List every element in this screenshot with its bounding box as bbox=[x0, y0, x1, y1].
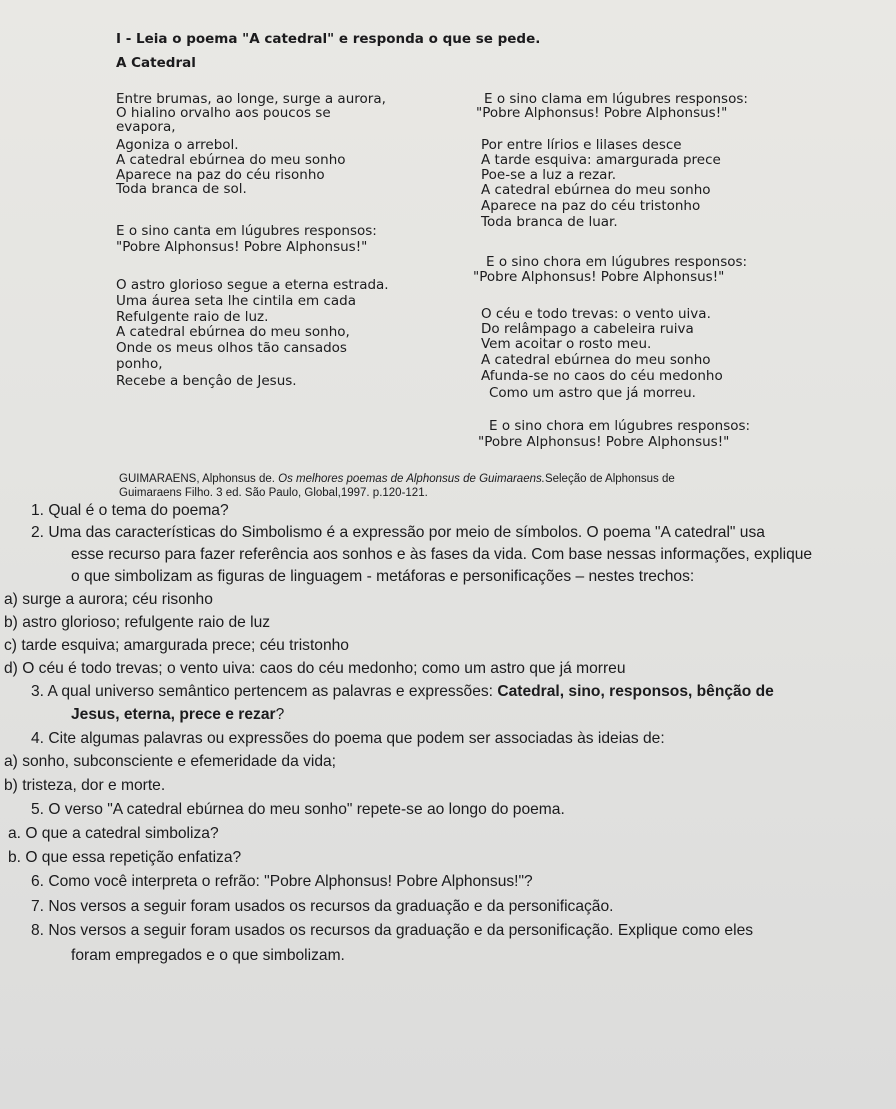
exercise-header: I - Leia o poema "A catedral" e responda o que se pede. bbox=[116, 31, 541, 47]
question-mark: ? bbox=[275, 706, 285, 723]
question-3 bbox=[31, 683, 774, 701]
poem-line: Onde os meus olhos tão cansados bbox=[116, 340, 347, 356]
question-1: 1. Qual é o tema do poema? bbox=[31, 502, 229, 519]
poem-line: Como um astro que já morreu. bbox=[489, 385, 696, 401]
poem-line: Refulgente raio de luz. bbox=[116, 309, 269, 325]
question-7: 7. Nos versos a seguir foram usados os recursos da graduação e da personificação. bbox=[31, 898, 614, 915]
poem-line: O astro glorioso segue a eterna estrada. bbox=[116, 277, 389, 293]
question-8-cont: foram empregados e o que simbolizam. bbox=[71, 947, 345, 964]
question-2-item-b: b) astro glorioso; refulgente raio de luz bbox=[4, 614, 271, 631]
poem-line: "Pobre Alphonsus! Pobre Alphonsus!" bbox=[116, 239, 368, 255]
poem-line: Aparece na paz do céu risonho bbox=[116, 167, 325, 183]
poem-line: Do relâmpago a cabeleira ruiva bbox=[481, 321, 694, 337]
poem-line: Por entre lírios e lilases desce bbox=[481, 137, 682, 153]
poem-line: Poe-se a luz a rezar. bbox=[481, 167, 617, 183]
poem-line: E o sino chora em lúgubres responsos: bbox=[486, 254, 748, 270]
question-2-cont: esse recurso para fazer referência aos sonhos e às fases da vida. Com base nessas informações, explique bbox=[71, 546, 813, 563]
poem-line: evapora, bbox=[116, 119, 176, 135]
poem-line: Agoniza o arrebol. bbox=[116, 137, 239, 153]
poem-title: A Catedral bbox=[116, 55, 196, 71]
poem-line: O céu e todo trevas: o vento uiva. bbox=[481, 306, 711, 322]
bibliographic-reference bbox=[119, 473, 675, 485]
poem-line: Vem acoitar o rosto meu. bbox=[481, 336, 652, 352]
poem-line: Toda branca de sol. bbox=[116, 181, 247, 197]
question-5: 5. O verso "A catedral ebúrnea do meu sonho" repete-se ao longo do poema. bbox=[31, 801, 565, 818]
poem-line: A tarde esquiva: amargurada prece bbox=[481, 152, 721, 168]
question-8: 8. Nos versos a seguir foram usados os recursos da graduação e da personificação. Explique como eles bbox=[31, 922, 754, 939]
reference-line-2: Guimaraens Filho. 3 ed. São Paulo, Global,1997. p.120-121. bbox=[119, 487, 428, 499]
poem-line: "Pobre Alphonsus! Pobre Alphonsus!" bbox=[476, 105, 728, 121]
poem-line: Afunda-se no caos do céu medonho bbox=[481, 368, 723, 384]
question-3-cont bbox=[71, 706, 284, 724]
poem-line: O hialino orvalho aos poucos se bbox=[116, 105, 331, 121]
poem-line: E o sino clama em lúgubres responsos: bbox=[484, 91, 748, 107]
question-2-item-a: a) surge a aurora; céu risonho bbox=[4, 591, 213, 608]
question-2-cont: o que simbolizam as figuras de linguagem - metáforas e personificações – nestes trechos: bbox=[71, 568, 695, 585]
poem-line: A catedral ebúrnea do meu sonho bbox=[481, 352, 711, 368]
reference-author: GUIMARAENS, Alphonsus de. bbox=[119, 473, 279, 485]
poem-line: A catedral ebúrnea do meu sonho bbox=[481, 182, 711, 198]
question-5-item-b: b. O que essa repetição enfatiza? bbox=[8, 849, 242, 866]
reference-book-title: Os melhores poemas de Alphonsus de Guimaraens. bbox=[278, 473, 545, 485]
question-2-item-c: c) tarde esquiva; amargurada prece; céu tristonho bbox=[4, 637, 349, 654]
poem-line: Recebe a bençâo de Jesus. bbox=[116, 373, 297, 389]
question-4-item-b: b) tristeza, dor e morte. bbox=[4, 777, 166, 794]
question-5-item-a: a. O que a catedral simboliza? bbox=[8, 825, 219, 842]
poem-line: A catedral ebúrnea do meu sonho bbox=[116, 152, 346, 168]
poem-line: E o sino chora em lúgubres responsos: bbox=[489, 418, 751, 434]
question-4: 4. Cite algumas palavras ou expressões do poema que podem ser associadas às ideias de: bbox=[31, 730, 665, 747]
question-3-text: 3. A qual universo semântico pertencem as palavras e expressões: bbox=[31, 683, 498, 700]
poem-line: Entre brumas, ao longe, surge a aurora, bbox=[116, 91, 386, 107]
reference-selection: Seleção de Alphonsus de bbox=[544, 473, 675, 485]
poem-line: A catedral ebúrnea do meu sonho, bbox=[116, 324, 350, 340]
poem-line: ponho, bbox=[116, 356, 163, 372]
poem-line: Aparece na paz do céu tristonho bbox=[481, 198, 701, 214]
poem-line: Uma áurea seta lhe cintila em cada bbox=[116, 293, 357, 309]
poem-line: E o sino canta em lúgubres responsos: bbox=[116, 223, 377, 239]
question-2-item-d: d) O céu é todo trevas; o vento uiva: caos do céu medonho; como um astro que já morreu bbox=[4, 660, 626, 677]
poem-line: "Pobre Alphonsus! Pobre Alphonsus!" bbox=[478, 434, 730, 450]
question-6: 6. Como você interpreta o refrão: "Pobre Alphonsus! Pobre Alphonsus!"? bbox=[31, 873, 533, 890]
question-3-terms-cont: Jesus, eterna, prece e rezar bbox=[71, 706, 276, 723]
question-2: 2. Uma das características do Simbolismo é a expressão por meio de símbolos. O poema "A catedral" usa bbox=[31, 524, 765, 541]
question-3-terms: Catedral, sino, responsos, bênção de bbox=[497, 683, 774, 700]
poem-line: "Pobre Alphonsus! Pobre Alphonsus!" bbox=[473, 269, 725, 285]
poem-line: Toda branca de luar. bbox=[481, 214, 618, 230]
question-4-item-a: a) sonho, subconsciente e efemeridade da vida; bbox=[4, 753, 337, 770]
